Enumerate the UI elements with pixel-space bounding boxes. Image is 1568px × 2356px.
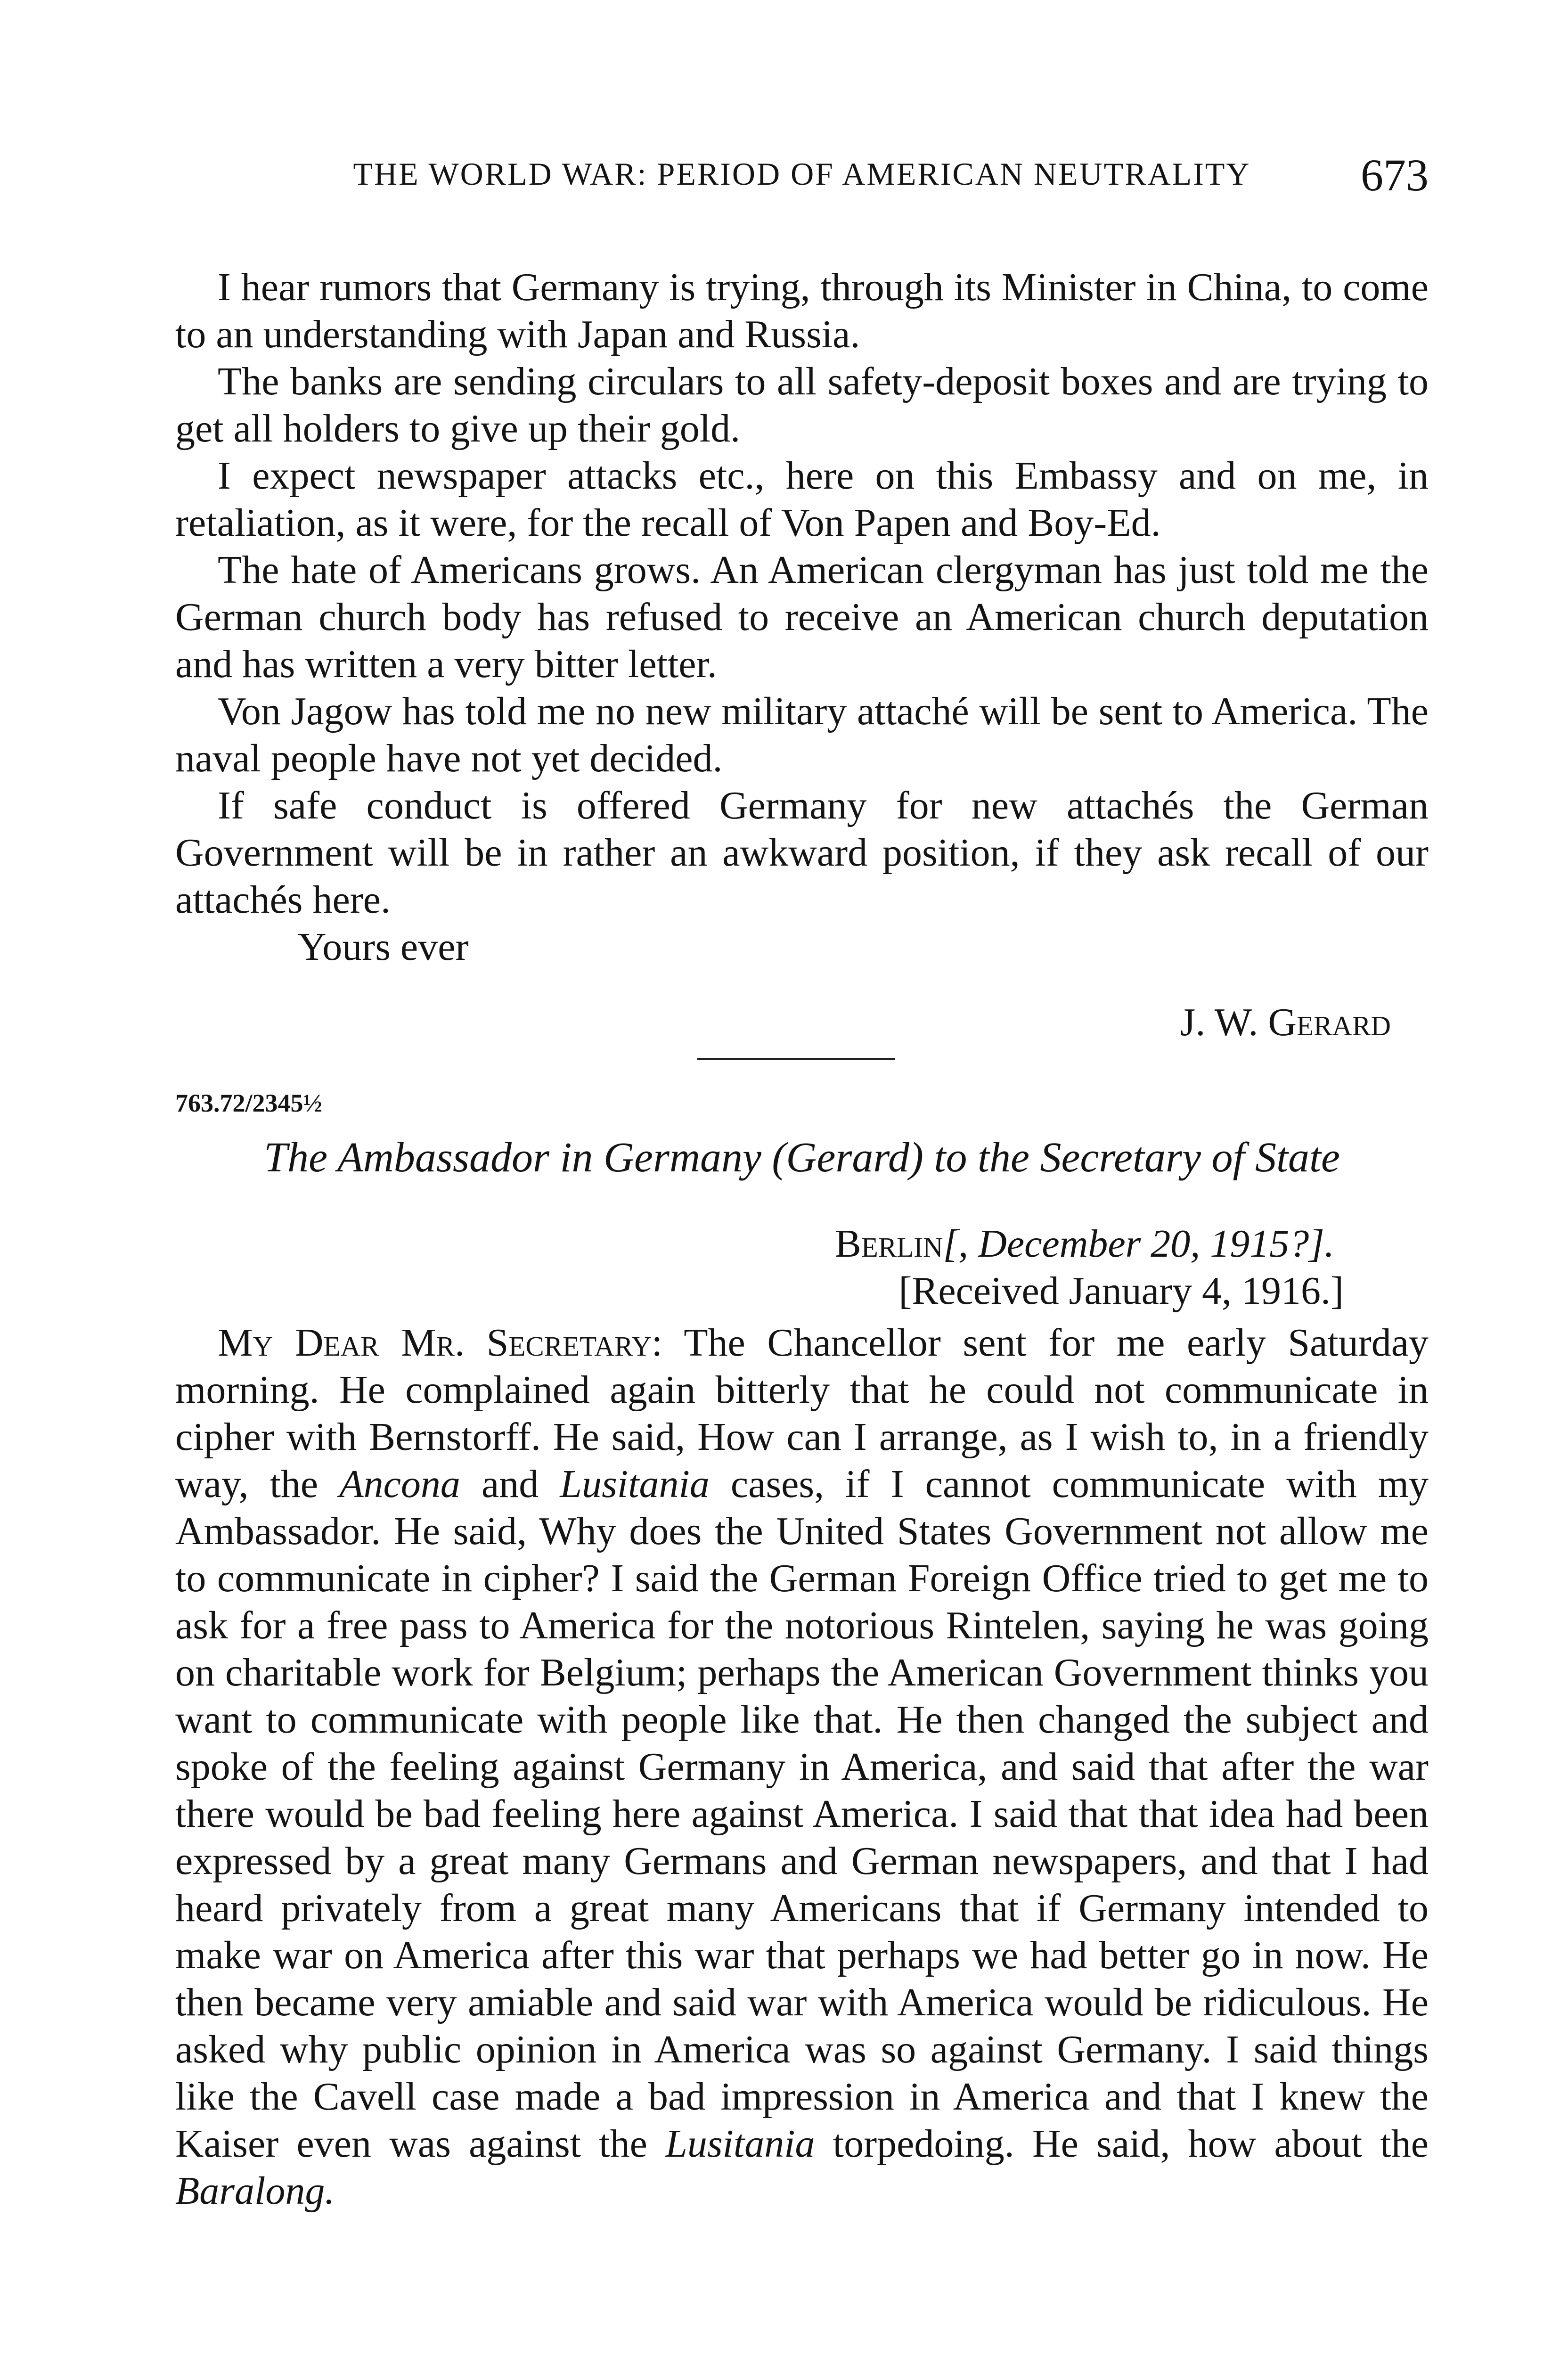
letter-two-text-2: and — [481, 1462, 539, 1506]
letter-two — [175, 1319, 1429, 2215]
section-divider — [697, 1058, 895, 1060]
letter-one-paragraph-6: If safe conduct is offered Germany for new attachés the German Government will be in rather an awkward position, if they ask recall of our attachés here. — [175, 784, 1429, 922]
letter-one-paragraph-1: I hear rumors that Germany is trying, through its Minister in China, to come to an understanding with Japan and Russia. — [175, 265, 1429, 356]
letter-two-body — [175, 1319, 1429, 2215]
letter-two-text-4: torpedoing. He said, how about the — [833, 2122, 1429, 2166]
letter-two-text-1: The Chancellor sent for me early Saturday morning. He complained again bitterly that he could not communicate in cipher with Bernstorff. He said, How can I arrange, as I wish to, in a friendly way, the — [175, 1321, 1429, 1506]
ship-name-lusitania-2: Lusitania — [665, 2122, 815, 2166]
dateline-received: [Received January 4, 1916.] — [898, 1269, 1344, 1313]
running-head — [175, 150, 1429, 200]
ship-name-ancona: Ancona — [339, 1462, 460, 1506]
letter-one-paragraph-2: The banks are sending circulars to all safety-deposit boxes and are trying to get all holders to give up their gold. — [175, 360, 1429, 450]
letter-one — [175, 264, 1429, 1046]
salutation: My Dear Mr. Secretary: — [218, 1321, 663, 1365]
letter-one-signature: J. W. Gerard — [1180, 1000, 1391, 1044]
letter-one-paragraph-4: The hate of Americans grows. An American clergyman has just told me the German church body has refused to receive an American church deputation and has written a very bitter letter. — [175, 548, 1429, 686]
letter-one-closing: Yours ever — [298, 925, 469, 969]
letter-one-paragraph-3: I expect newspaper attacks etc., here on this Embassy and on me, in retaliation, as it were, for the recall of Von Papen and Boy-Ed. — [175, 454, 1429, 545]
document-heading: The Ambassador in Germany (Gerard) to the Secretary of State — [264, 1134, 1340, 1181]
letter-one-paragraph-5: Von Jagow has told me no new military attaché will be sent to America. The naval people have not yet decided. — [175, 689, 1429, 780]
running-head-title: THE WORLD WAR: PERIOD OF AMERICAN NEUTRALITY — [353, 156, 1251, 192]
page-number: 673 — [1361, 150, 1429, 200]
dateline-place-date — [175, 1220, 1429, 1268]
dateline-place: Berlin — [834, 1222, 943, 1266]
ship-name-baralong: Baralong. — [175, 2169, 335, 2213]
file-number: 763.72/2345½ — [175, 1089, 323, 1117]
letter-two-text-3: cases, if I cannot communicate with my Ambassador. He said, Why does the United States Government not allow me to communicate in cipher? I said the German Foreign Office tried to get me to ask for a free pass to America for the notorious Rintelen, saying he was going on charitable work for Belgium; perhaps the American Government thinks you want to communicate with people like that. He then changed the subject and spoke of the feeling against Germany in America, and said that after the war there would be bad feeling here against America. I said that that idea had been expressed by a great many Germans and German newspapers, and that I had heard privately from a great many Americans that if Germany intended to make war on America after this war that perhaps we had better go in now. He then became very amiable and said war with America would be ridiculous. He asked why public opinion in America was so against Germany. I said things like the Cavell case made a bad impression in America and that I knew the Kaiser even was against the — [175, 1462, 1429, 2166]
dateline — [175, 1220, 1429, 1315]
dateline-date: [, December 20, 1915?]. — [943, 1222, 1334, 1266]
ship-name-lusitania: Lusitania — [560, 1462, 710, 1506]
